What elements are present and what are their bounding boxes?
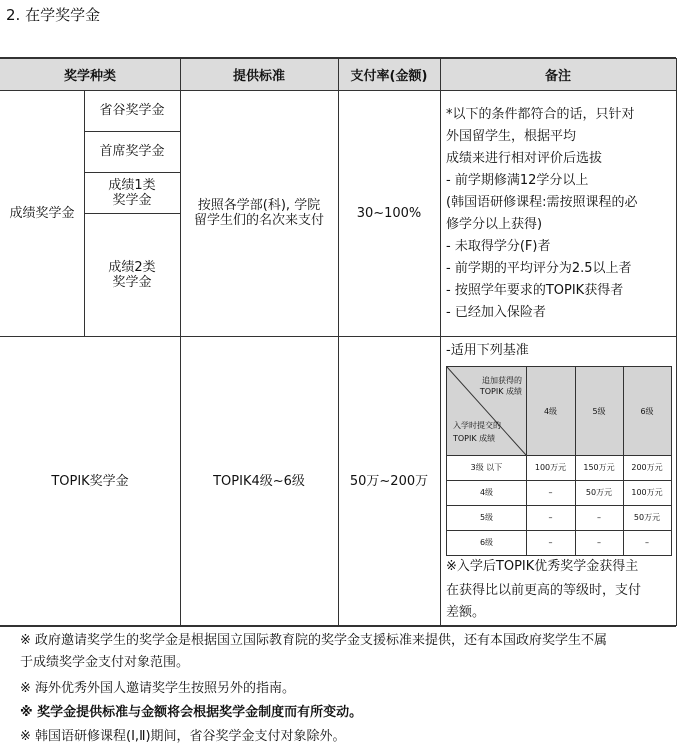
- inner-col-header: 6级: [623, 367, 671, 455]
- footnote: ※ 海外优秀外国人邀请奖学生按照另外的指南。: [20, 681, 296, 696]
- note-line: - 未取得学分(F)者: [446, 239, 551, 254]
- inner-corner-bottom: 入学时提交的 TOPIK 成绩: [453, 421, 501, 443]
- note-line: 修学分以上获得): [446, 217, 543, 232]
- inner-cell: 200万元: [631, 463, 663, 472]
- subtype-grade1: 成绩1类 奖学金: [108, 177, 156, 208]
- inner-row-label: 6级: [479, 538, 494, 547]
- note-line: - 已经加入保险者: [446, 305, 546, 320]
- note-line: (韩国语研修课程:需按照课程的必: [446, 195, 638, 210]
- topik-note-after: 差额。: [446, 605, 486, 620]
- subtype-grade2: 成绩2类 奖学金: [108, 259, 156, 290]
- inner-row-label: 5级: [479, 513, 494, 522]
- header-standard: 提供标准: [180, 58, 338, 90]
- inner-col-header: 5级: [575, 367, 623, 455]
- inner-row-label: 3级 以下: [470, 463, 503, 472]
- footnote: ※ 政府邀请奖学生的奖学金是根据国立国际教育院的奖学金支援标准来提供，还有本国政府奖学生不属: [20, 633, 608, 648]
- inner-corner-top: 追加获得的 TOPIK 成绩: [479, 376, 522, 396]
- inner-cell: 100万元: [631, 488, 663, 497]
- topik-standard: TOPIK4级~6级: [213, 473, 305, 489]
- footnote: 于成绩奖学金支付对象范围。: [20, 655, 190, 670]
- note-line: - 前学期的平均评分为2.5以上者: [446, 261, 632, 276]
- grade-standard: 按照各学部(科), 学院 留学生们的名次来支付: [193, 198, 324, 228]
- topik-note-after: ※入学后TOPIK优秀奖学金获得主: [446, 559, 639, 574]
- footnote: ※ 韩国语研修课程(Ⅰ,Ⅱ)期间，省谷奖学金支付对象除外。: [20, 729, 346, 744]
- header-rate: 支付率(金额): [338, 58, 440, 90]
- inner-cell: 50万元: [633, 513, 661, 522]
- topik-scholarship-name: TOPIK奖学金: [51, 473, 129, 489]
- note-line: 外国留学生，根据平均: [446, 129, 577, 144]
- note-line: - 前学期修满12学分以上: [446, 173, 589, 188]
- subtype-top: 首席奖学金: [99, 144, 165, 159]
- note-line: - 按照学年要求的TOPIK获得者: [446, 283, 624, 298]
- inner-cell: 50万元: [585, 488, 613, 497]
- inner-cell: –: [597, 538, 601, 547]
- inner-cell: –: [548, 538, 553, 547]
- inner-cell: 150万元: [583, 463, 615, 472]
- inner-cell: 100万元: [534, 463, 567, 472]
- footnote-bold: ※ 奖学金提供标准与金额将会根据奖学金制度而有所变动。: [20, 705, 363, 720]
- header-notes: 备注: [440, 58, 676, 90]
- inner-cell: –: [597, 513, 601, 522]
- grade-scholarship-name: 成绩奖学金: [9, 205, 75, 221]
- note-line: *以下的条件都符合的话，只针对: [446, 107, 635, 122]
- inner-cell: –: [645, 538, 649, 547]
- inner-corner-cell: [447, 367, 526, 455]
- topik-inner-table: [446, 366, 672, 556]
- topik-note-after: 在获得比以前更高的等级时，支付: [446, 583, 642, 598]
- grade-rate: 30~100%: [356, 205, 422, 221]
- topik-rate: 50万~200万: [349, 473, 429, 489]
- inner-cell: –: [548, 488, 553, 497]
- inner-row-label: 4级: [479, 488, 494, 497]
- inner-cell: –: [548, 513, 553, 522]
- header-type: 奖学种类: [0, 58, 180, 90]
- subtype-samsung: 省谷奖学金: [99, 103, 165, 118]
- inner-col-header: 4级: [526, 367, 575, 455]
- note-line: 成绩来进行相对评价后选拔: [446, 151, 603, 166]
- topik-note-intro: -适用下列基准: [446, 343, 529, 358]
- section-title: 2. 在学奖学金: [6, 6, 101, 24]
